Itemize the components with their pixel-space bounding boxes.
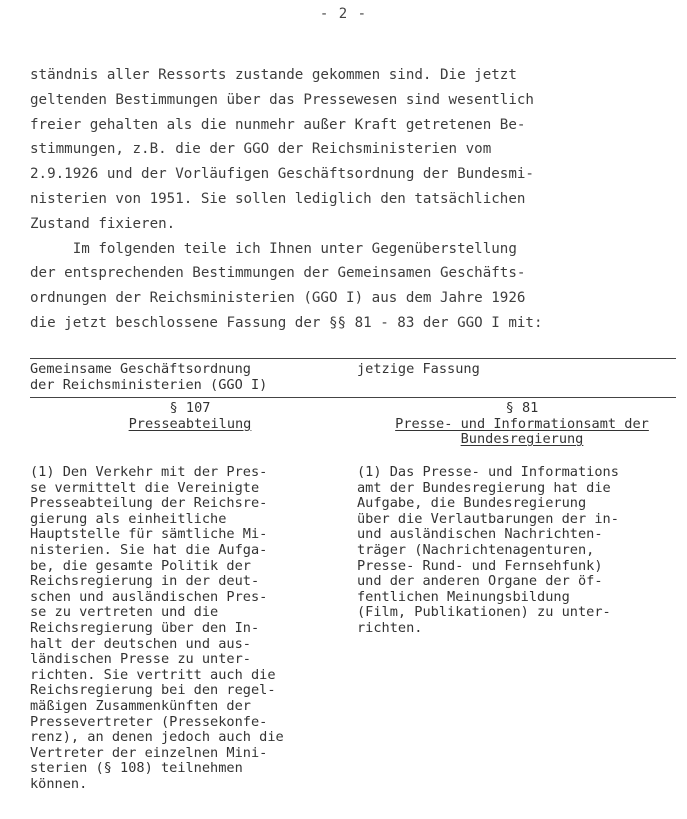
right-body-line: und ausländischen Nachrichten-	[357, 526, 603, 543]
right-section-number: § 81	[505, 400, 539, 416]
left-body-line: können.	[30, 775, 88, 792]
left-body-line: renz), an denen jedoch auch die	[30, 729, 284, 746]
right-header-line: jetzige Fassung	[357, 361, 480, 377]
left-body-line: mäßigen Zusammenkünften der	[30, 697, 251, 714]
right-body-line: Aufgabe, die Bundesregierung	[357, 495, 587, 512]
intro-line: stimmungen, z.B. die der GGO der Reichsministerien vom	[30, 141, 492, 158]
left-header-line: Gemeinsame Geschäftsordnung	[30, 361, 251, 377]
right-body-line: träger (Nachrichtenagenturen,	[357, 541, 595, 558]
right-section-title	[357, 417, 687, 448]
left-body-line: richten. Sie vertritt auch die	[30, 666, 276, 683]
left-header-line: der Reichsministerien (GGO I)	[30, 376, 268, 393]
left-column-header	[30, 362, 350, 393]
left-body-line: (1) Den Verkehr mit der Pres-	[30, 464, 268, 480]
left-body-line: Reichsregierung über den In-	[30, 619, 260, 636]
intro-line: nisterien von 1951. Sie sollen lediglich den tatsächlichen	[30, 190, 526, 207]
intro-line: ständnis aller Ressorts zustande gekommen sind. Die jetzt	[30, 67, 517, 83]
left-body-line: gierung als einheitliche	[30, 510, 227, 527]
intro-line: ordnungen der Reichsministerien (GGO I) aus dem Jahre 1926	[30, 290, 526, 307]
left-body-line: Reichsregierung in der deut-	[30, 573, 260, 590]
intro-line: der entsprechenden Bestimmungen der Gemeinsamen Geschäfts-	[30, 265, 526, 282]
left-section-heading	[30, 401, 350, 432]
left-body-line: sterien (§ 108) teilnehmen	[30, 760, 243, 777]
right-body-line: Presse- Rund- und Fernsehfunk)	[357, 557, 603, 574]
right-column-text	[357, 465, 687, 637]
page-number: - 2 -	[319, 6, 368, 22]
left-body-line: Vertreter der einzelnen Mini-	[30, 744, 268, 761]
left-body-line: schen und ausländischen Pres-	[30, 588, 268, 605]
left-title-line-text: Presseabteilung	[128, 415, 252, 432]
right-title-line-text: Presse- und Informationsamt der	[395, 415, 649, 432]
right-title-line-text: Bundesregierung	[460, 431, 584, 448]
left-column-text	[30, 465, 350, 792]
intro-line: 2.9.1926 und der Vorläufigen Geschäftsordnung der Bundesmi-	[30, 166, 534, 183]
left-body-line: se vermittelt die Vereinigte	[30, 479, 260, 496]
table-header-rule	[30, 397, 676, 398]
right-section-heading	[357, 401, 687, 448]
left-title-line	[30, 417, 350, 433]
intro-line: Zustand fixieren.	[30, 215, 176, 232]
left-body-line: Pressevertreter (Pressekonfe-	[30, 713, 268, 730]
left-body-line: Presseabteilung der Reichsre-	[30, 495, 268, 512]
intro-paragraph	[30, 63, 687, 336]
left-section-title	[30, 417, 350, 433]
left-body-line: ländischen Presse zu unter-	[30, 651, 251, 668]
right-body-line: (Film, Publikationen) zu unter-	[357, 604, 611, 621]
intro-line: die jetzt beschlossene Fassung der §§ 81 - 83 der GGO I mit:	[30, 314, 543, 331]
table-top-rule	[30, 358, 676, 359]
intro-line: freier gehalten als die nunmehr außer Kraft getretenen Be-	[30, 116, 526, 133]
right-body-line: (1) Das Presse- und Informations	[357, 464, 619, 480]
intro-line: geltenden Bestimmungen über das Pressewesen sind wesentlich	[30, 91, 534, 108]
left-body-line: Hauptstelle für sämtliche Mi-	[30, 526, 268, 543]
left-body-line: be, die gesamte Politik der	[30, 557, 251, 574]
right-body-line: über die Verlautbarungen der in-	[357, 510, 619, 527]
left-body-line: se zu vertreten und die	[30, 604, 219, 621]
right-body-line: richten.	[357, 619, 423, 636]
right-title-line	[357, 417, 687, 433]
left-body-line: halt der deutschen und aus-	[30, 635, 251, 652]
left-body-line: Reichsregierung bei den regel-	[30, 682, 276, 699]
right-body-line: amt der Bundesregierung hat die	[357, 479, 611, 496]
right-title-line	[357, 432, 687, 448]
right-body-line: und der anderen Organe der öf-	[357, 573, 603, 590]
left-section-number: § 107	[169, 400, 211, 416]
right-column-header	[357, 362, 687, 378]
intro-line: Im folgenden teile ich Ihnen unter Gegenüberstellung	[30, 240, 517, 257]
right-body-line: fentlichen Meinungsbildung	[357, 588, 570, 605]
left-body-line: nisterien. Sie hat die Aufga-	[30, 541, 268, 558]
